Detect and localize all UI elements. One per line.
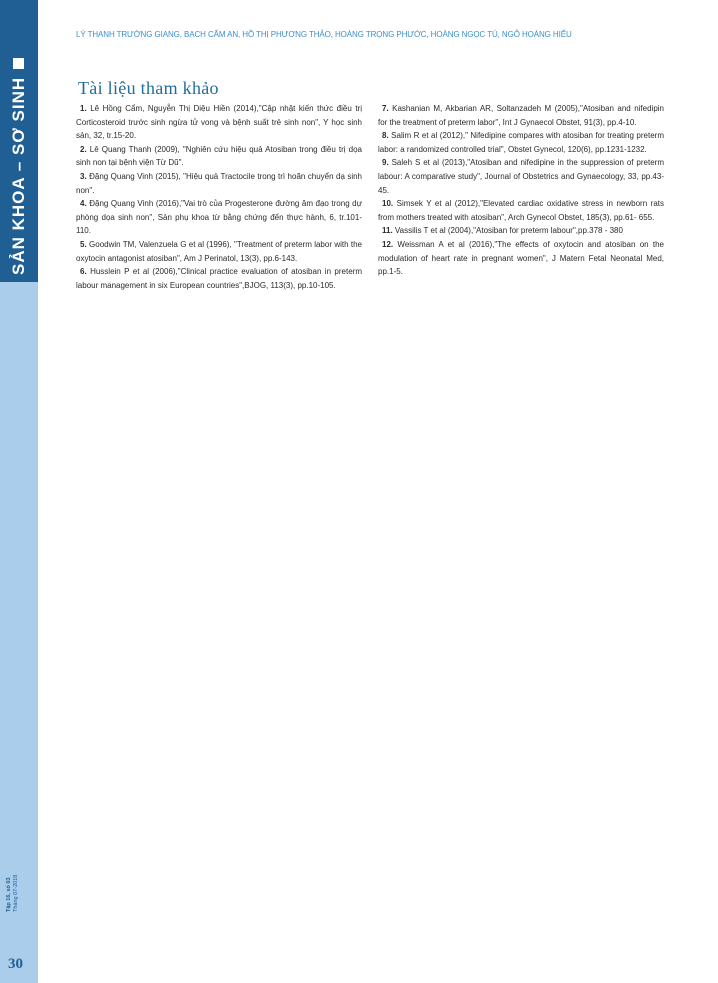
reference-text: Goodwin TM, Valenzuela G et al (1996), "Treatment of preterm labor with the oxytocin antagonist atosiban", Am J Perinatol, 13(3), pp.6-143.	[76, 239, 362, 263]
reference-number: 6.	[80, 267, 87, 277]
reference-item	[378, 156, 664, 197]
square-icon	[13, 58, 24, 69]
reference-item	[378, 102, 664, 129]
reference-item	[378, 224, 664, 238]
issue-date: Tháng 07-2018	[13, 874, 19, 912]
reference-number: 4.	[80, 199, 87, 209]
reference-text: Lê Quang Thanh (2009), "Nghiên cứu hiệu quả Atosiban trong điều trị dọa sinh non tại bệnh viện Từ Dũ".	[76, 144, 362, 168]
reference-number: 7.	[382, 104, 389, 113]
reference-text: Đặng Quang Vinh (2015), "Hiệu quả Tractocile trong trì hoãn chuyển dạ sinh non".	[76, 171, 362, 195]
reference-number: 12.	[382, 239, 394, 249]
reference-item	[378, 129, 664, 156]
reference-number: 8.	[382, 131, 389, 141]
reference-text: Simsek Y et al (2012),"Elevated cardiac oxidative stress in newborn rats from mothers treated with atosiban", Arch Gynecol Obstet, 185(3), pp.61- 655.	[378, 199, 664, 222]
reference-text: Husslein P et al (2006),"Clinical practice evaluation of atosiban in preterm labour management in six European countries",BJOG, 113(3), pp.10-105.	[76, 267, 362, 290]
references-right-column	[378, 102, 664, 279]
reference-number: 1.	[80, 104, 87, 113]
reference-item	[76, 170, 362, 197]
reference-text: Saleh S et al (2013),"Atosiban and nifedipine in the suppression of preterm labour: A comparative study", Journal of Obstetrics and Gynaecology, 33, pp.43-45.	[378, 158, 664, 195]
reference-text: Salim R et al (2012)," Nifedipine compares with atosiban for treating preterm labor: a randomized controlled trial", Obstet Gynecol, 120(6), pp.1231-1232.	[378, 131, 664, 154]
reference-item	[76, 265, 362, 292]
reference-text: Vassilis T et al (2004),"Atosiban for preterm labour",pp.378 - 380	[394, 226, 623, 236]
page-number: 30	[8, 956, 23, 972]
header-authors: LÝ THANH TRƯỜNG GIANG, BẠCH CẨM AN, HỒ THỊ PHƯƠNG THẢO, HOÀNG TRỌNG PHƯỚC, HOÀNG NGỌC TÚ, NGÔ HOÀNG HIẾU	[76, 30, 572, 39]
reference-item	[76, 143, 362, 170]
section-title-text: SẢN KHOA – SƠ SINH	[9, 76, 28, 275]
reference-item	[76, 197, 362, 238]
reference-number: 10.	[382, 199, 394, 209]
issue-volume: Tập 16, số 03	[6, 877, 12, 912]
reference-text: Weissman A et al (2016),"The effects of oxytocin and atosiban on the modulation of heart rate in pregnant women", J Matern Fetal Neonatal Med, pp.1-5.	[378, 239, 664, 277]
reference-item	[76, 238, 362, 265]
reference-number: 2.	[80, 144, 87, 154]
reference-text: Kashanian M, Akbarian AR, Soltanzadeh M (2005),"Atosiban and nifedipin for the treatment of preterm labor", Int J Gynaecol Obstet, 91(3), pp.4-10.	[378, 104, 664, 127]
reference-item	[378, 238, 664, 279]
references-heading: Tài liệu tham khảo	[78, 78, 219, 98]
reference-number: 5.	[80, 239, 87, 249]
reference-text: Đặng Quang Vinh (2016),"Vai trò của Progesterone đường âm đạo trong dự phòng dọa sinh non", Sản phụ khoa từ bằng chứng đến thực hành, 6, tr.101-110.	[76, 199, 362, 236]
reference-text: Lê Hồng Cẩm, Nguyễn Thị Diệu Hiền (2014),"Cập nhật kiến thức điều trị Corticosteroid trước sinh ngừa tử vong và bệnh suất trẻ sinh non", Y học sinh sản, 32, tr.15-20.	[76, 104, 362, 141]
issue-info	[6, 792, 34, 912]
references-left-column	[76, 102, 362, 292]
reference-item	[378, 197, 664, 224]
reference-number: 11.	[382, 226, 393, 236]
reference-item	[76, 102, 362, 143]
reference-number: 3.	[80, 171, 87, 181]
reference-number: 9.	[382, 158, 389, 168]
section-title	[4, 5, 34, 275]
